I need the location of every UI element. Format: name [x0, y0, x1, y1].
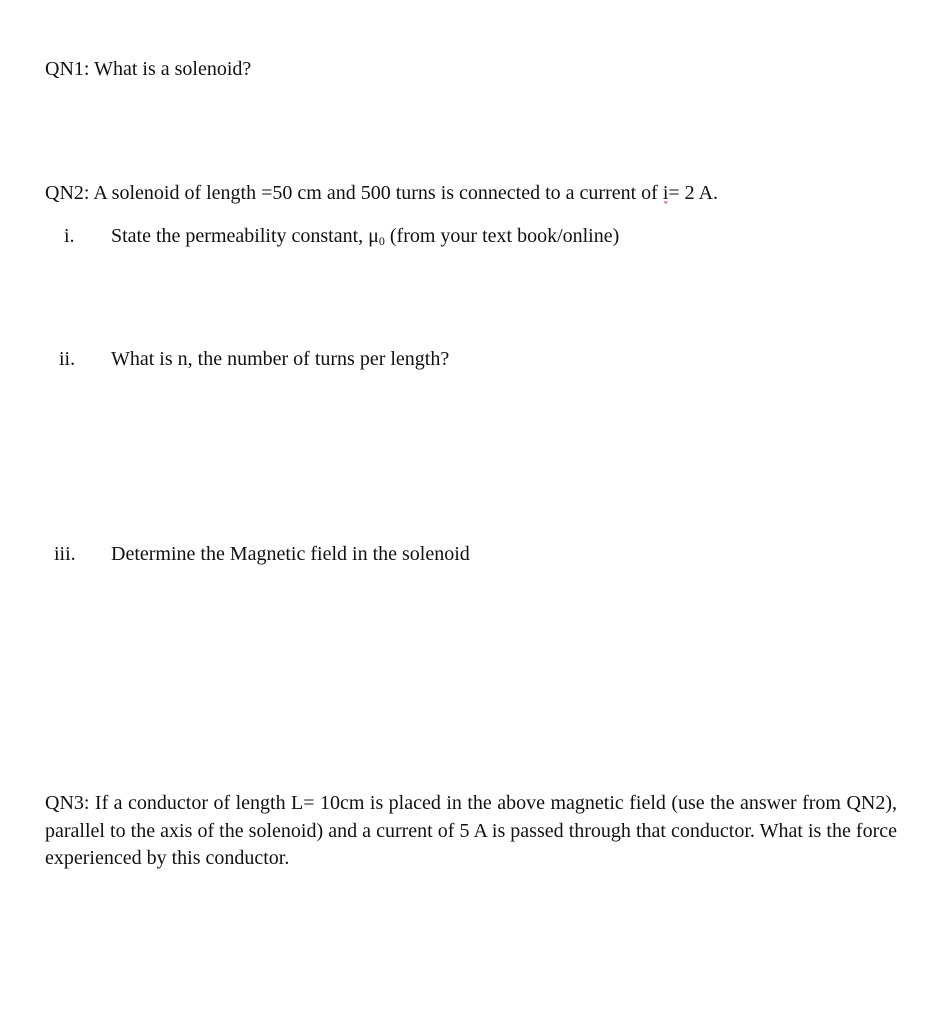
current-variable-text: i [662, 182, 669, 204]
spellcheck-squiggle-icon: ˇ [662, 200, 669, 214]
item-i-text-after: (from your text book/online) [384, 225, 620, 247]
question-2 [45, 181, 719, 214]
item-i-text [111, 224, 619, 253]
question-3: QN3: If a conductor of length L= 10cm is placed in the above magnetic field (use the answer from QN2), parallel to the axis of the solenoid) and a current of 5 A is passed through that conductor. What is the force experienced by this conductor. [45, 792, 897, 869]
item-i-text-before: State the permeability constant, μ [111, 225, 379, 247]
question-2-prefix: QN2: A solenoid of length =50 cm and 500 turns is connected to a current of [45, 182, 663, 204]
item-ii-number: ii. [59, 348, 76, 370]
item-iii-text: Determine the Magnetic field in the solenoid [111, 543, 470, 565]
item-ii-text: What is n, the number of turns per length? [111, 348, 450, 370]
item-i-number: i. [64, 225, 75, 247]
question-2-suffix: = 2 A. [668, 182, 719, 204]
current-variable [662, 181, 669, 214]
question-1: QN1: What is a solenoid? [45, 58, 252, 80]
mu-subscript: 0 [378, 234, 385, 248]
item-iii-number: iii. [54, 543, 76, 565]
